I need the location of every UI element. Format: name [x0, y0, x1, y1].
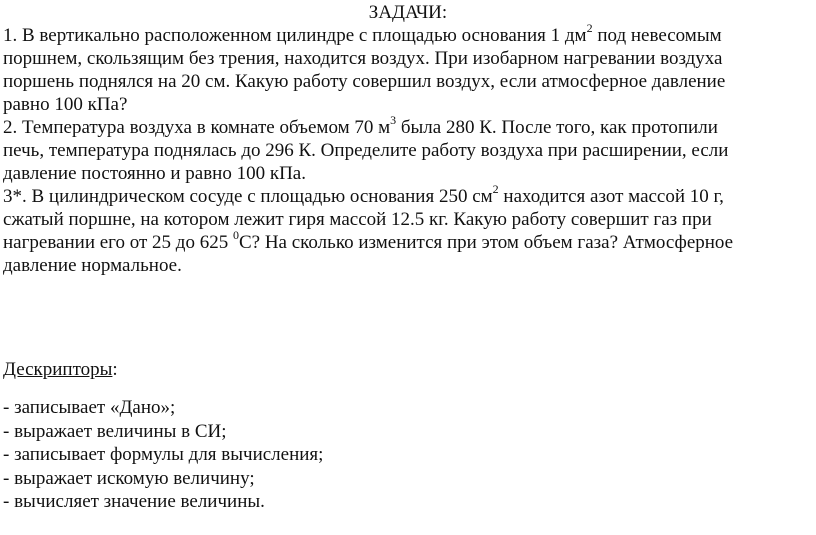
text-span: 3*. В цилиндрическом сосуде с площадью основания 250 см: [3, 186, 493, 207]
superscript: 0: [232, 227, 239, 242]
task-1-line-3: поршень поднялся на 20 см. Какую работу совершил воздух, если атмосферное давление: [3, 71, 726, 92]
blank-space: [3, 381, 813, 396]
document-page: [3, 0, 813, 535]
task-1-line-2: поршнем, скользящим без трения, находится воздух. При изобарном нагревании воздуха: [3, 48, 723, 69]
task-2-line-3: давление постоянно и равно 100 кПа.: [3, 163, 306, 184]
text-span: С? На сколько изменится при этом объем газа? Атмосферное: [238, 232, 734, 253]
text-span: 1. В вертикально расположенном цилиндре с площадью основания 1 дм: [3, 25, 587, 46]
task-2-line-1: [3, 112, 813, 139]
text-span: была 280 К. После того, как протопили: [396, 117, 718, 138]
text-span: нагревании его от 25 до 625: [3, 232, 233, 253]
text-span: 2. Температура воздуха в комнате объемом 70 м: [3, 117, 391, 138]
task-2: [3, 112, 813, 185]
text-span: под невесомым: [592, 25, 722, 46]
task-3-line-4: давление нормальное.: [3, 255, 182, 276]
descriptor-item: - вычисляет значение величины.: [3, 491, 265, 513]
descriptors-list: [3, 396, 813, 514]
superscript: 2: [586, 20, 593, 35]
task-3: [3, 181, 813, 277]
task-3-line-3: [3, 227, 813, 254]
task-1-line-4: равно 100 кПа?: [3, 94, 128, 115]
page-title: ЗАДАЧИ:: [368, 2, 448, 23]
descriptor-item: - выражает искомую величину;: [3, 467, 255, 489]
text-span: находится азот массой 10 г,: [498, 186, 724, 207]
descriptor-item: - записывает «Дано»;: [3, 397, 176, 418]
blank-space: [3, 277, 813, 358]
task-3-line-2: сжатый поршне, на котором лежит гиря массой 12.5 кг. Какую работу совершит газ при: [3, 209, 712, 230]
task-2-line-2: печь, температура поднялась до 296 К. Определите работу воздуха при расширении, если: [3, 140, 729, 161]
descriptors-heading-text: Дескрипторы: [3, 359, 113, 380]
task-1: [3, 20, 813, 116]
task-3-line-1: [3, 181, 813, 208]
superscript: 2: [492, 181, 499, 196]
superscript: 3: [390, 112, 397, 127]
descriptor-item: - записывает формулы для вычисления;: [3, 444, 324, 466]
descriptors-heading: [3, 358, 813, 381]
descriptors-colon: :: [112, 359, 118, 380]
task-1-line-1: [3, 20, 813, 47]
descriptor-item: - выражает величины в СИ;: [3, 420, 227, 442]
